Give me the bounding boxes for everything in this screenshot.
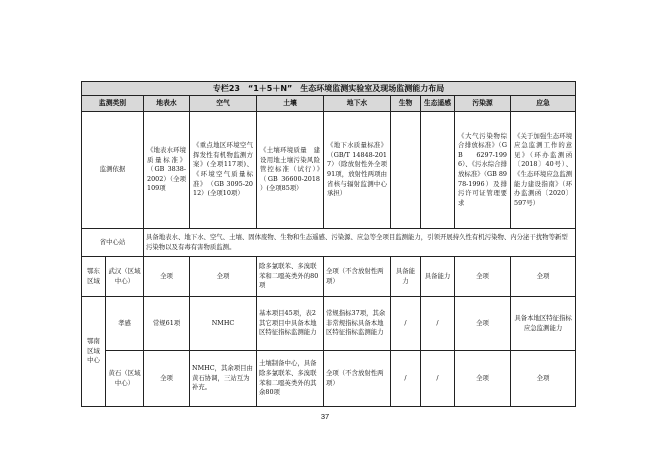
basis-label: 监测依据 [82, 112, 144, 229]
data-cell: 土壤制备中心，具备除多氯联苯、多溴联苯和二噁英类外的其余80项 [257, 351, 324, 407]
data-cell: / [421, 297, 455, 351]
data-cell: 全项 [455, 297, 511, 351]
header-cell: 生态遥感 [421, 96, 455, 112]
data-cell: 全项 [511, 351, 576, 407]
basis-cell: 《重点地区环境空气挥发性有机物监测方案》(全项117项)、《环境空气质量标准》 （GB 3095-2012）(全项10项） [190, 112, 257, 229]
region-label: 鄂东区域 [82, 257, 106, 297]
city-label: 孝感 [106, 297, 144, 351]
header-cell: 土壤 [257, 96, 324, 112]
page-number: 37 [320, 412, 330, 421]
data-cell: 具备能力 [391, 257, 421, 297]
header-cell: 监测类别 [82, 96, 144, 112]
data-cell: / [421, 351, 455, 407]
city-label: 黄石（区域中心） [106, 351, 144, 407]
data-cell: / [391, 351, 421, 407]
capacity-table [81, 81, 576, 407]
province-label: 省中心站 [82, 229, 144, 257]
data-cell: 全项 [455, 257, 511, 297]
basis-cell: 《地下水质量标准》（GB/T 14848-2017）（除放射性外全项91项，放射性两项由省核与辐射监测中心承担） [324, 112, 391, 229]
table-row [82, 297, 576, 351]
header-cell: 应急 [511, 96, 576, 112]
basis-row [82, 112, 576, 229]
basis-cell [421, 112, 455, 229]
data-cell: NMHC [190, 297, 257, 351]
basis-cell [391, 112, 421, 229]
province-text: 具备地表水、地下水、空气、土壤、固体废物、生物和生态遥感、污染源、应急等全项目监测能力，引领开展持久性有机污染物、内分泌干扰物等新型污染物以及有毒有害物质监测。 [144, 229, 576, 257]
header-cell: 地表水 [144, 96, 190, 112]
data-cell: 全项 [511, 257, 576, 297]
city-label: 武汉（区域中心） [106, 257, 144, 297]
data-cell: 除多氯联苯、多溴联苯和二噁英类外的80项 [257, 257, 324, 297]
data-cell: 全项 [455, 351, 511, 407]
data-cell: 全项（不含放射性两项） [324, 351, 391, 407]
data-cell: 全项 [144, 351, 190, 407]
data-cell: NMHC，其余项目由黄石协调，三站互为补充。 [190, 351, 257, 407]
table-row [82, 351, 576, 407]
basis-cell: 《关于加强生态环境应急监测工作的意见》（环办监测函〔2018〕40号）、《生态环境应急监测能力建设指南》（环办监测函〔2020〕597号） [511, 112, 576, 229]
data-cell: 常规指标37项，其余非常规指标具备本地区特征指标监测能力 [324, 297, 391, 351]
data-cell: 基本项目45项，表2其它项目中具备本地区特征指标监测能力 [257, 297, 324, 351]
data-cell: 全项 [190, 257, 257, 297]
header-cell: 地下水 [324, 96, 391, 112]
document-sheet [81, 81, 575, 407]
basis-cell: 《地表水环境质量标准》（GB 3838-2002）（全项109项 [144, 112, 190, 229]
data-cell: 具备能力 [421, 257, 455, 297]
header-cell: 生物 [391, 96, 421, 112]
header-cell: 空气 [190, 96, 257, 112]
region-label: 鄂南区域中心 [82, 297, 106, 407]
header-row [82, 96, 576, 112]
basis-cell: 《大气污染物综合排放标准》（GB 6297-1996）、《污水综合排放标准》（GB 8978-1996）及排污许可证管理要求 [455, 112, 511, 229]
data-cell: / [391, 297, 421, 351]
data-cell: 全项 [144, 257, 190, 297]
data-cell: 常规61项 [144, 297, 190, 351]
header-cell: 污染源 [455, 96, 511, 112]
data-cell: 具备本地区特征指标应急监测能力 [511, 297, 576, 351]
data-cell: 全项（不含放射性两项） [324, 257, 391, 297]
province-row [82, 229, 576, 257]
basis-cell: 《土壤环境质量 建设用地土壤污染风险管控标准（试行）》 （GB 36600-2018 ）(全项85项） [257, 112, 324, 229]
table-title: 专栏23 “1＋5＋N” 生态环境监测实验室及现场监测能力布局 [82, 82, 576, 96]
table-row [82, 257, 576, 297]
